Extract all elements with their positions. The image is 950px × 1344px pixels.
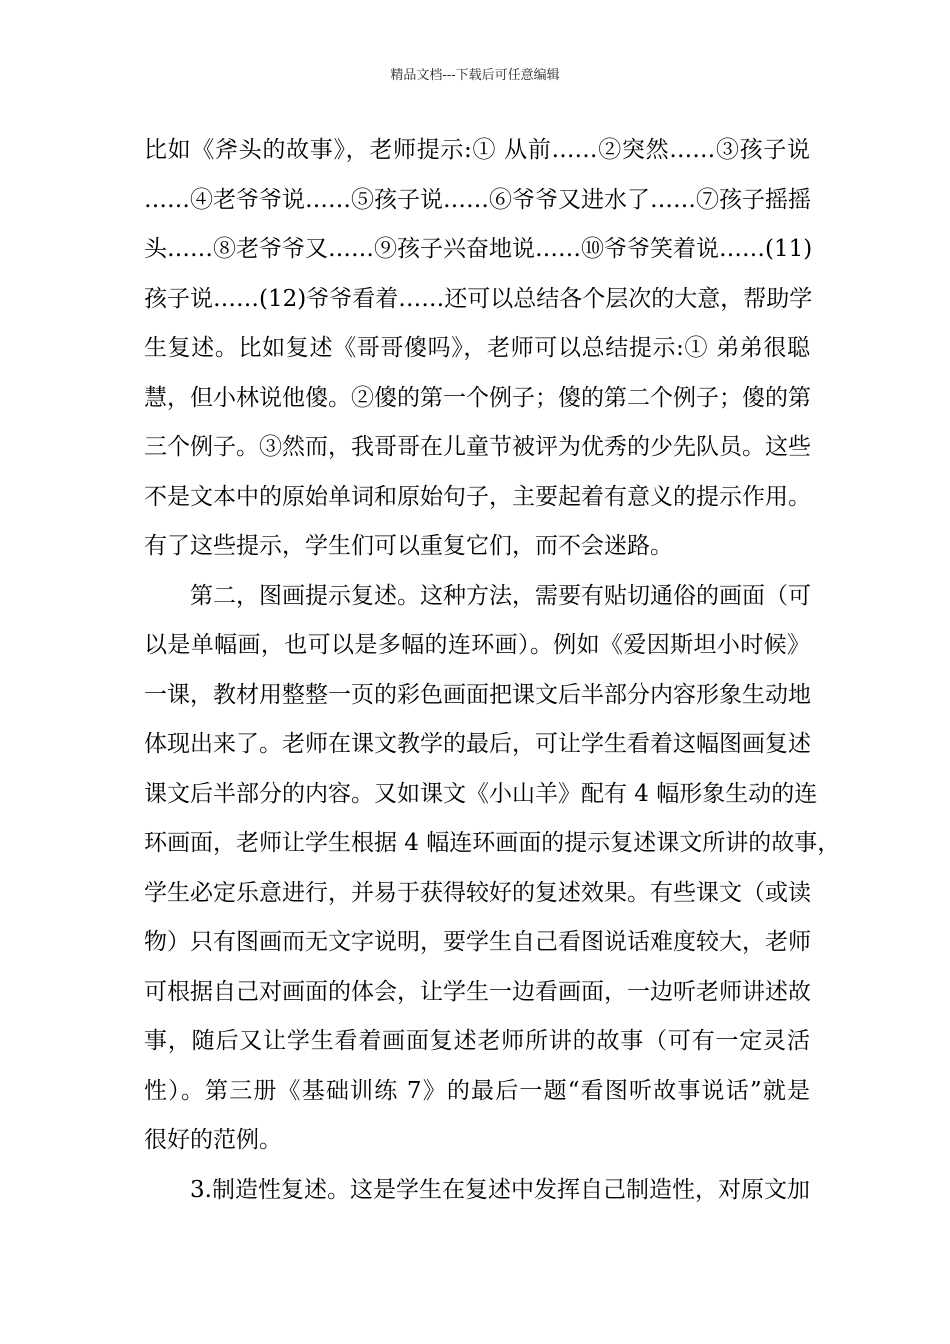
text-line: 有了这些提示，学生们可以重复它们，而不会迷路。 (144, 533, 673, 559)
text-line: 慧，但小林说他傻。②傻的第一个例子；傻的第二个例子；傻的第 (144, 384, 811, 411)
body-text (144, 126, 841, 1215)
text-line: 可根据自己对画面的体会，让学生一边看画面，一边听老师讲述故 (144, 978, 811, 1005)
text-line: 体现出来了。老师在课文教学的最后，可让学生看着这幅图画复述 (144, 731, 811, 757)
text-line: 生复述。比如复述《哥哥傻吗》，老师可以总结提示:① 弟弟很聪 (144, 335, 810, 361)
text-line: 课文后半部分的内容。又如课文《小山羊》配有 4 幅形象生动的连 (144, 780, 818, 807)
text-line: 孩子说……(12)爷爷看着……还可以总结各个层次的大意，帮助学 (144, 285, 813, 312)
text-line: 很好的范例。 (144, 1127, 282, 1153)
text-line: 学生必定乐意进行，并易于获得较好的复述效果。有些课文（或读 (144, 879, 811, 906)
text-line: 不是文本中的原始单词和原始句子，主要起着有意义的提示作用。 (144, 483, 811, 510)
text-line: 物）只有图画而无文字说明，要学生自己看图说话难度较大，老师 (144, 929, 811, 955)
paragraph-first-line: 3.制造性复述。这是学生在复述中发挥自己制造性，对原文加 (190, 1176, 810, 1203)
page-header: 精品文档---下载后可任意编辑 (390, 68, 560, 83)
text-line: 事，随后又让学生看着画面复述老师所讲的故事（可有一定灵活 (144, 1028, 810, 1054)
text-line: 以是单幅画，也可以是多幅的连环画）。例如《爱因斯坦小时候》 (144, 632, 810, 658)
text-line: 环画面，老师让学生根据 4 幅连环画面的提示复述课文所讲的故事， (144, 830, 841, 856)
paragraph-first-line: 第二，图画提示复述。这种方法，需要有贴切通俗的画面（可 (190, 582, 811, 609)
text-line: ……④老爷爷说……⑤孩子说……⑥爷爷又进水了……⑦孩子摇摇 (144, 186, 811, 213)
text-line: 头……⑧老爷爷又……⑨孩子兴奋地说……⑩爷爷笑着说……(11) (144, 236, 813, 262)
text-line: 比如《斧头的故事》，老师提示:① 从前……②突然……③孩子说 (144, 137, 810, 163)
text-line: 性）。第三册《基础训练 7》的最后一题“看图听故事说话”就是 (144, 1077, 810, 1104)
text-line: 三个例子。③然而，我哥哥在儿童节被评为优秀的少先队员。这些 (144, 434, 811, 460)
text-line: 一课，教材用整整一页的彩色画面把课文后半部分内容形象生动地 (144, 681, 811, 708)
